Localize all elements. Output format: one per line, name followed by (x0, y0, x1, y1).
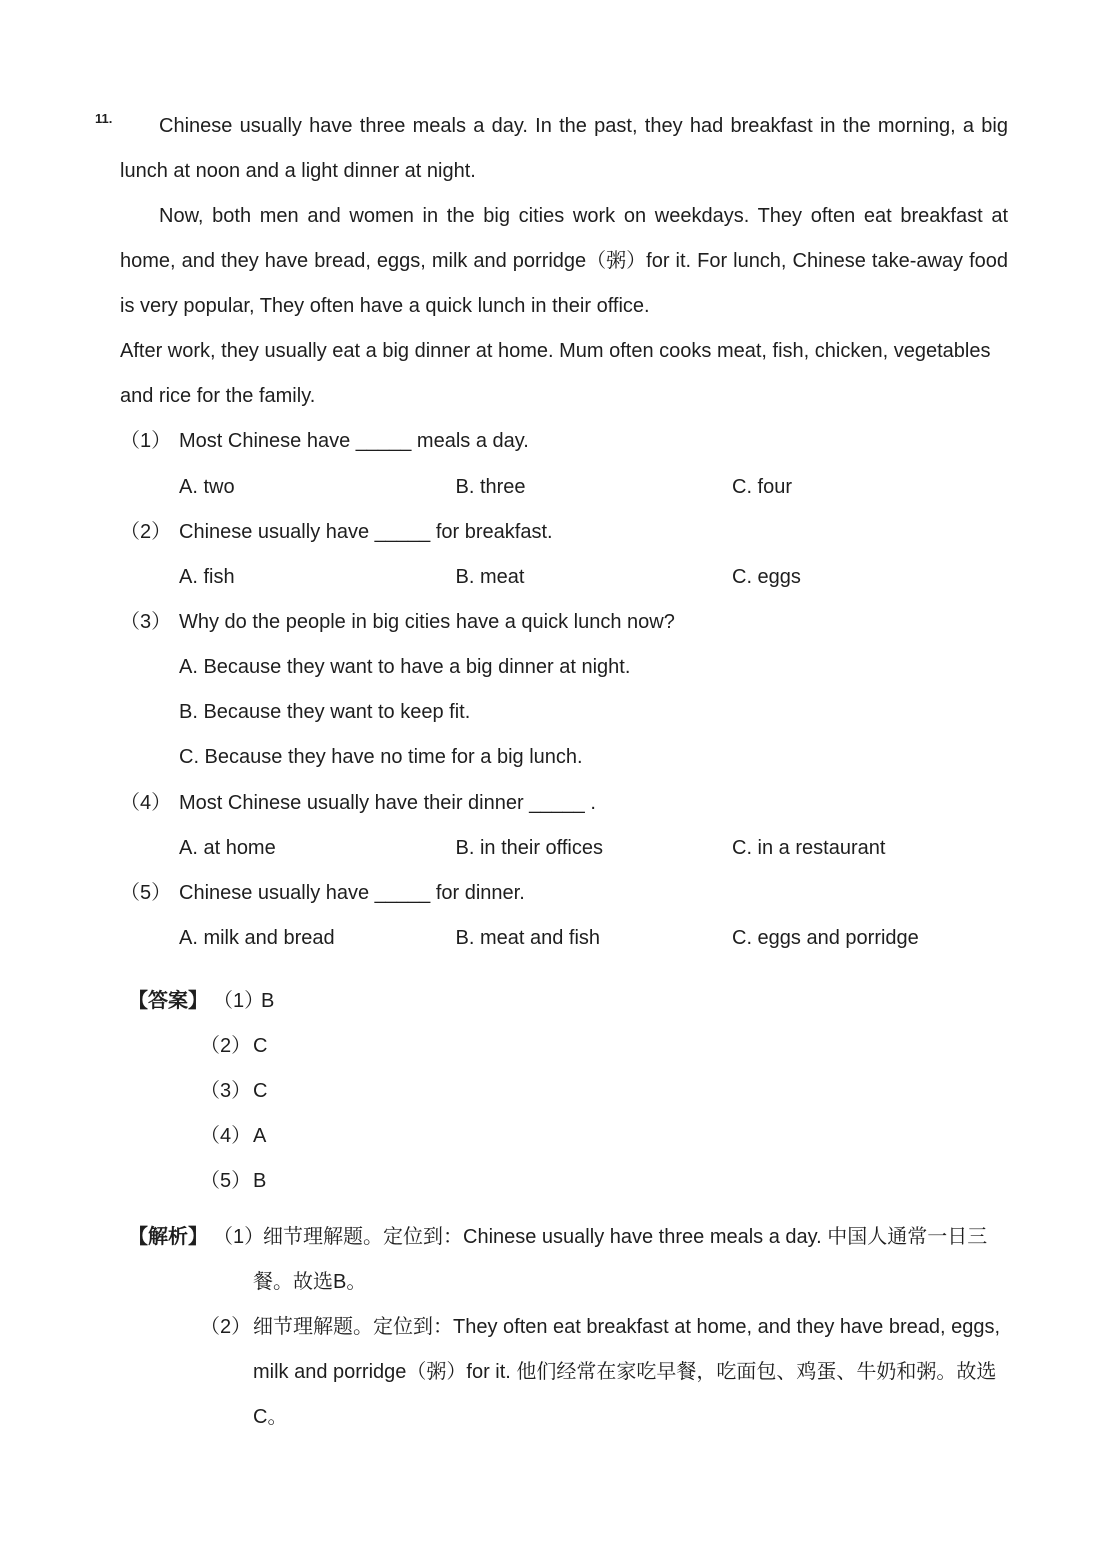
answer-row (128, 979, 1008, 1024)
option-b: B. three (455, 475, 526, 498)
answer-number: （3） (200, 1079, 252, 1102)
question-2-number: （2） (120, 520, 172, 543)
option-b: B. Because they want to keep fit. (179, 701, 471, 724)
answer-number: （5） (200, 1170, 252, 1193)
question-4-number: （4） (120, 791, 172, 814)
answer-value: C (253, 1034, 268, 1057)
question-2 (120, 510, 1008, 555)
passage-line: Chinese usually have three meals a day. In the past, they had breakfast in the morning, a big (159, 114, 1008, 137)
question-1-options (179, 465, 1008, 510)
option-b: B. meat (455, 565, 525, 588)
passage-line: is very popular, They often have a quick lunch in their office. (120, 295, 650, 318)
question-1-number: （1） (120, 430, 172, 453)
question-5-number: （5） (120, 881, 172, 904)
answer-row (128, 1024, 1008, 1069)
question-3-number: （3） (120, 611, 172, 634)
option-a: A. fish (179, 565, 235, 588)
option-b: B. in their offices (455, 836, 603, 859)
answer-value: B (261, 989, 275, 1012)
analysis-number: （1） (213, 1225, 265, 1248)
analysis-text: 细节理解题。定位到：They often eat breakfast at home, and they have bread, eggs, (253, 1315, 1001, 1338)
analysis-label: 【解析】 (128, 1225, 208, 1248)
question-3 (120, 600, 1008, 645)
question-4 (120, 781, 1008, 826)
answer-number: （1） (213, 989, 265, 1012)
question-1 (120, 419, 1008, 464)
answer-row (128, 1114, 1008, 1159)
analysis-number: （2） (200, 1315, 252, 1338)
answer-row (128, 1069, 1008, 1114)
question-3-stem: Why do the people in big cities have a quick lunch now? (179, 611, 675, 634)
reading-passage (120, 104, 1008, 962)
option-a: A. at home (179, 836, 276, 859)
passage-line: After work, they usually eat a big dinner at home. Mum often cooks meat, fish, chicken, vegetables (120, 340, 991, 363)
option-a: A. two (179, 475, 235, 498)
analysis-row (128, 1305, 1008, 1350)
passage-line: lunch at noon and a light dinner at night. (120, 159, 476, 182)
passage-line: home, and they have bread, eggs, milk and porridge（粥）for it. For lunch, Chinese take-away food (120, 249, 1008, 272)
analysis-text: C。 (253, 1406, 288, 1429)
answer-number: （4） (200, 1124, 252, 1147)
question-5 (120, 871, 1008, 916)
answer-section (128, 979, 1008, 1205)
analysis-row (128, 1215, 1008, 1260)
question-number: 11. (95, 111, 113, 126)
passage-line: and rice for the family. (120, 385, 316, 408)
question-5-stem: Chinese usually have _____ for dinner. (179, 881, 525, 904)
option-c: C. Because they have no time for a big lunch. (179, 746, 583, 769)
answer-value: C (253, 1079, 268, 1102)
analysis-text: 餐。故选B。 (253, 1270, 367, 1293)
analysis-text: milk and porridge（粥）for it. 他们经常在家吃早餐，吃面包、鸡蛋、牛奶和粥。故选 (253, 1360, 997, 1383)
option-a: A. Because they want to have a big dinner at night. (179, 656, 631, 679)
option-b: B. meat and fish (455, 927, 601, 950)
passage-line: Now, both men and women in the big cities work on weekdays. They often eat breakfast at (159, 204, 1008, 227)
answer-row (128, 1159, 1008, 1204)
question-2-stem: Chinese usually have _____ for breakfast. (179, 520, 553, 543)
question-4-options (179, 826, 1008, 871)
option-c: C. eggs (732, 565, 801, 588)
question-4-stem: Most Chinese usually have their dinner _____ . (179, 791, 596, 814)
option-c: C. eggs and porridge (732, 927, 919, 950)
answer-number: （2） (200, 1034, 252, 1057)
analysis-section (128, 1215, 1008, 1441)
analysis-text: 细节理解题。定位到：Chinese usually have three meals a day. 中国人通常一日三 (263, 1225, 988, 1248)
answer-value: B (253, 1170, 267, 1193)
answer-value: A (253, 1124, 267, 1147)
answer-label: 【答案】 (128, 989, 208, 1012)
option-c: C. in a restaurant (732, 836, 886, 859)
question-5-options (179, 916, 1008, 961)
option-a: A. milk and bread (179, 927, 335, 950)
question-2-options (179, 555, 1008, 600)
question-1-stem: Most Chinese have _____ meals a day. (179, 430, 529, 453)
option-c: C. four (732, 475, 793, 498)
